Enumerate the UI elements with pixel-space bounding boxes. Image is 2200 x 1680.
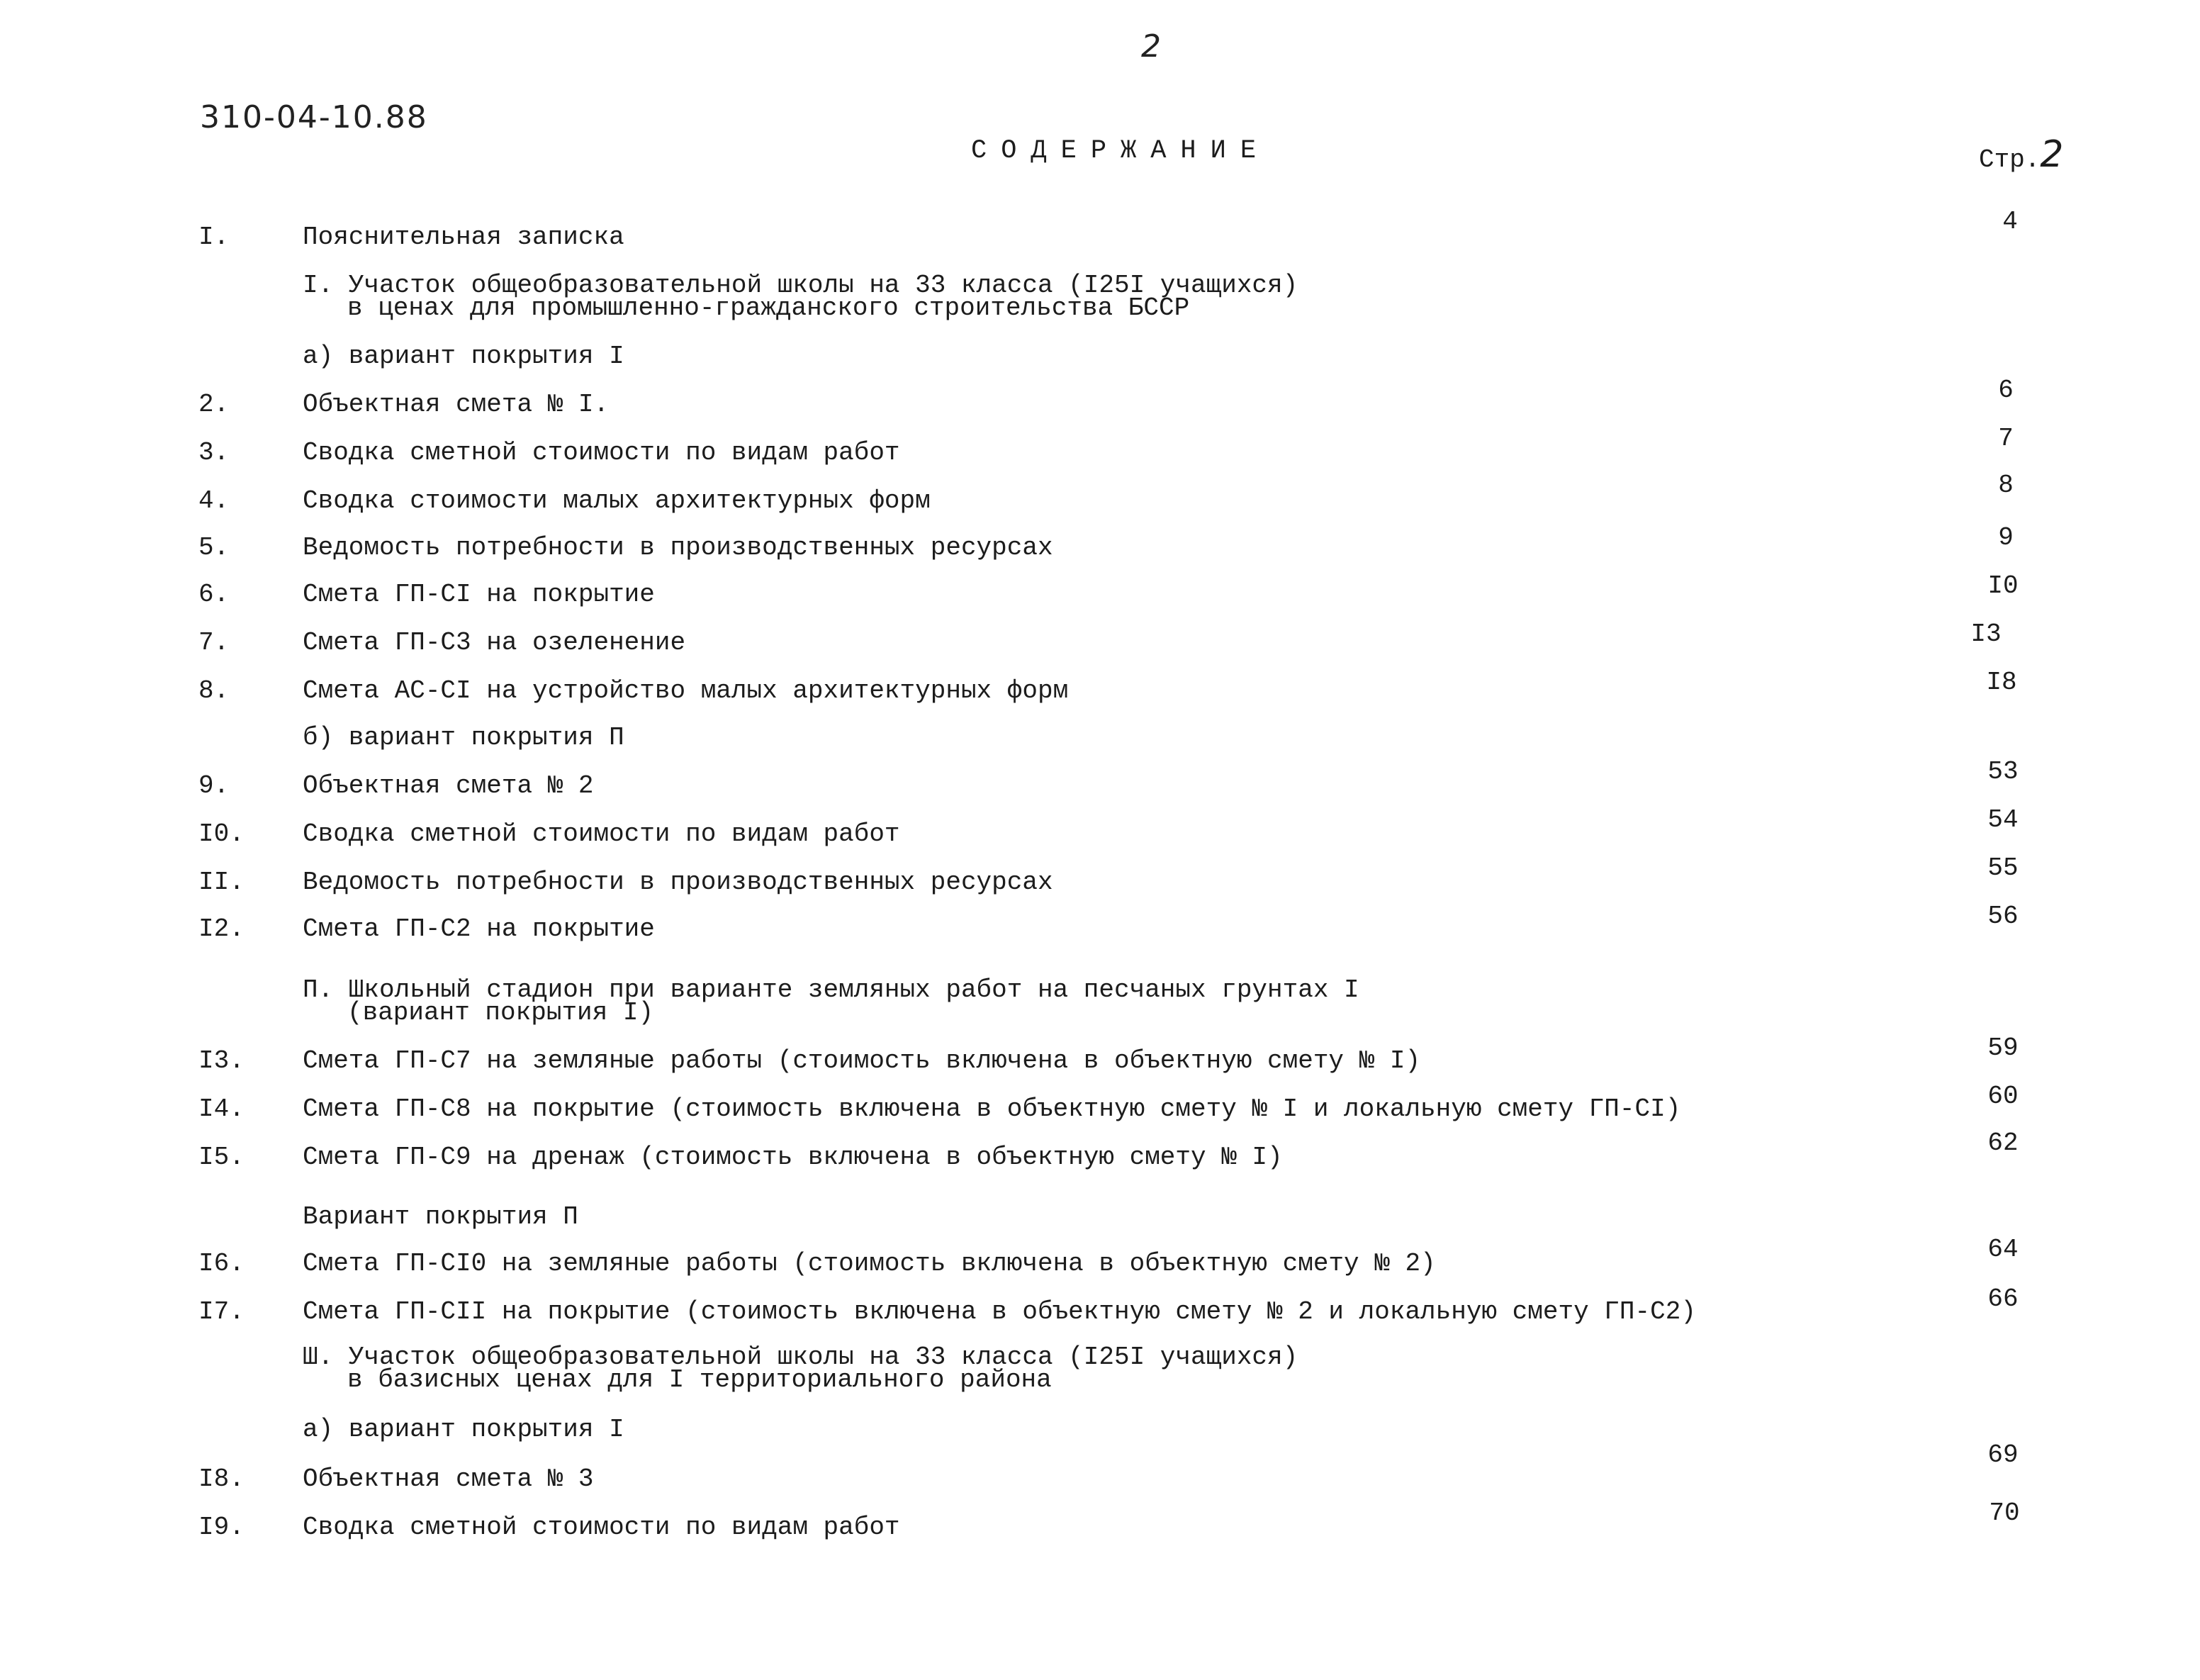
entry-number: I9.: [198, 1513, 245, 1542]
entry-title: Сводка стоимости малых архитектурных форм: [303, 486, 931, 515]
entry-title: Смета АС-СI на устройство малых архитектурных форм: [303, 676, 1069, 705]
entry-title: Ведомость потребности в производственных ресурсах: [303, 868, 1053, 897]
entry-title: Ведомость потребности в производственных ресурсах: [303, 533, 1053, 562]
entry-number: I7.: [198, 1297, 245, 1326]
entry-number: I2.: [198, 914, 245, 943]
entry-page: 8: [1998, 471, 2014, 500]
entry-number: 7.: [198, 628, 230, 657]
entry-page: I3: [1970, 620, 2002, 649]
section-heading: П. Школьный стадион при варианте земляных работ на песчаных грунтах I: [303, 975, 1359, 1004]
entry-number: 2.: [198, 390, 230, 419]
entry-title: Объектная смета № 2: [303, 771, 594, 800]
entry-page: I0: [1987, 571, 2019, 600]
entry-title: Пояснительная записка: [303, 223, 624, 252]
section-heading: I. Участок общеобразовательной школы на 33 класса (I25I учащихся): [303, 271, 1298, 300]
entry-number: 3.: [198, 438, 230, 467]
entry-title: Смета ГП-С8 на покрытие (стоимость включена в объектную смету № I и локальную смету ГП-СI): [303, 1094, 1681, 1124]
entry-number: I8.: [198, 1465, 245, 1494]
entry-page: 53: [1987, 757, 2019, 786]
entry-title: Смета ГП-СI на покрытие: [303, 580, 655, 609]
variant-heading: б) вариант покрытия П: [303, 723, 624, 752]
entry-number: I0.: [198, 819, 245, 849]
entry-number: 9.: [198, 771, 230, 800]
entry-number: 6.: [198, 580, 230, 609]
entry-page: 60: [1987, 1082, 2019, 1111]
entry-title: Объектная смета № I.: [303, 390, 610, 419]
variant-heading: а) вариант покрытия I: [303, 342, 624, 371]
entry-title: Смета ГП-С3 на озеленение: [303, 628, 686, 657]
variant-heading: Вариант покрытия П: [303, 1202, 578, 1231]
entry-title: Объектная смета № 3: [303, 1465, 594, 1494]
entry-page: 7: [1998, 424, 2014, 453]
entry-page: 70: [1989, 1499, 2020, 1528]
entry-number: I6.: [198, 1249, 245, 1278]
entry-page: 69: [1987, 1440, 2019, 1469]
entry-page: 66: [1987, 1284, 2019, 1314]
entry-title: Сводка сметной стоимости по видам работ: [303, 819, 900, 849]
section-heading-cont: (вариант покрытия I): [347, 998, 654, 1027]
entry-number: I.: [198, 223, 230, 252]
entry-number: I5.: [198, 1143, 245, 1172]
entry-title: Смета ГП-СI0 на земляные работы (стоимость включена в объектную смету № 2): [303, 1249, 1436, 1278]
document-code: 310-04-10.88: [200, 99, 428, 135]
entry-title: Сводка сметной стоимости по видам работ: [303, 438, 900, 467]
page-label-text: Стр.: [1979, 145, 2041, 174]
entry-number: 5.: [198, 533, 230, 562]
entry-page: 56: [1987, 902, 2019, 931]
page-label-number: 2: [2040, 133, 2064, 176]
section-heading-cont: в ценах для промышленно-гражданского строительства БССР: [347, 293, 1190, 323]
entry-title: Сводка сметной стоимости по видам работ: [303, 1513, 900, 1542]
section-heading: Ш. Участок общеобразовательной школы на 33 класса (I25I учащихся): [303, 1343, 1298, 1372]
entry-page: 9: [1998, 523, 2014, 552]
entry-number: I3.: [198, 1046, 245, 1075]
page-label: [1979, 133, 2064, 176]
entry-title: Смета ГП-СII на покрытие (стоимость включена в объектную смету № 2 и локальную смету ГП-С2): [303, 1297, 1696, 1326]
entry-page: 62: [1987, 1129, 2019, 1158]
entry-page: 6: [1998, 376, 2014, 405]
entry-page: I8: [1986, 668, 2017, 697]
entry-page: 55: [1987, 853, 2019, 883]
entry-title: Смета ГП-С2 на покрытие: [303, 914, 655, 943]
entry-page: 59: [1987, 1034, 2019, 1063]
entry-page: 4: [2002, 207, 2018, 236]
variant-heading: а) вариант покрытия I: [303, 1415, 624, 1444]
entry-number: 4.: [198, 486, 230, 515]
entry-page: 54: [1987, 805, 2019, 834]
entry-number: II.: [198, 868, 245, 897]
entry-title: Смета ГП-С9 на дренаж (стоимость включена в объектную смету № I): [303, 1143, 1283, 1172]
section-heading-cont: в базисных ценах для I территориального района: [347, 1365, 1052, 1394]
entry-page: 64: [1987, 1235, 2019, 1264]
entry-number: I4.: [198, 1094, 245, 1124]
entry-number: 8.: [198, 676, 230, 705]
entry-title: Смета ГП-С7 на земляные работы (стоимость включена в объектную смету № I): [303, 1046, 1421, 1075]
page-title: СОДЕРЖАНИЕ: [971, 136, 1271, 166]
handwritten-page-number: 2: [1141, 28, 1161, 65]
